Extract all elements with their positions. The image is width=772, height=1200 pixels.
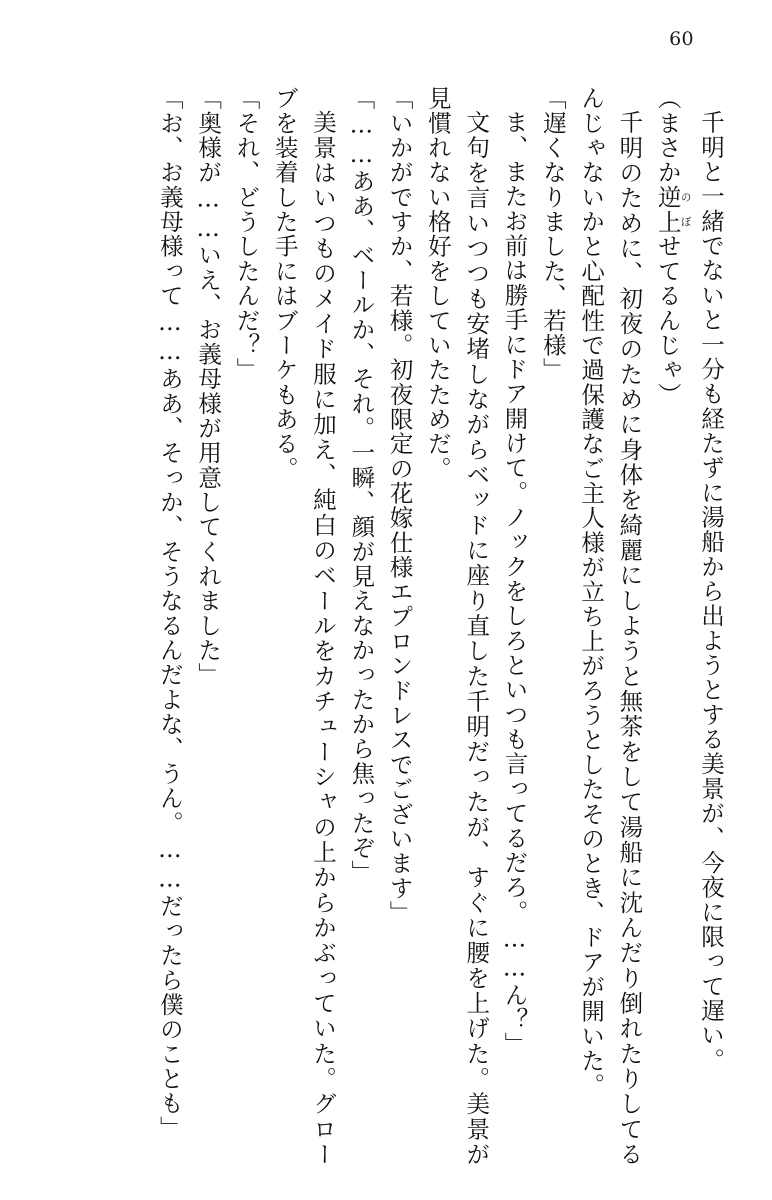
body-text-column <box>42 86 730 1166</box>
paragraph: 「……ああ、ベールか、それ。一瞬、顔が見えなかったから焦ったぞ」 <box>347 86 376 885</box>
page-number: 60 <box>669 28 694 50</box>
paragraph: 文句を言いつつも安堵しながらベッドに座り直した千明だったが、すぐに腰を上げた。美景が見慣れない格好をしていたためだ。 <box>423 86 491 1166</box>
paragraph: 千明のために、初夜のために身体を綺麗にしようと無茶をして湯船に沈んだり倒れたりしてるんじゃないかと心配性で過保護なご主人様が立ち上がろうとしたそのとき、ドアが開いた。 <box>577 86 644 1166</box>
paragraph: 「いかがですか、若様。初夜限定の花嫁仕様エプロンドレスでございます」 <box>385 86 414 925</box>
paragraph: 千明と一緒でないと一分も経たずに湯船から出ようとする美景が、今夜に限って遅い。 <box>697 109 725 1072</box>
paragraph: 「それ、どうしたんだ？」 <box>232 86 261 383</box>
ruby-annotation: 逆上のぼ <box>653 184 692 235</box>
paragraph: 「奥様が……いえ、お義母様が用意してくれました」 <box>194 86 223 688</box>
paragraph: （まさか逆上のぼせてるんじゃ） <box>653 86 692 407</box>
paragraph: 美景はいつものメイド服に加え、純白のベールをカチューシャの上からかぶっていた。グローブを装着した手にはブーケもある。 <box>270 86 338 1166</box>
paragraph: 「お、お義母様って……ああ、そっか、そうなるんだよな、うん。……だったら僕のことも」 <box>155 86 184 1141</box>
paragraph: ま、またお前は勝手にドア開けて。ノックをしろといつも言ってるだろ。……ん？」 <box>500 109 529 1057</box>
paragraph: 「遅くなりました、若様」 <box>538 86 567 383</box>
